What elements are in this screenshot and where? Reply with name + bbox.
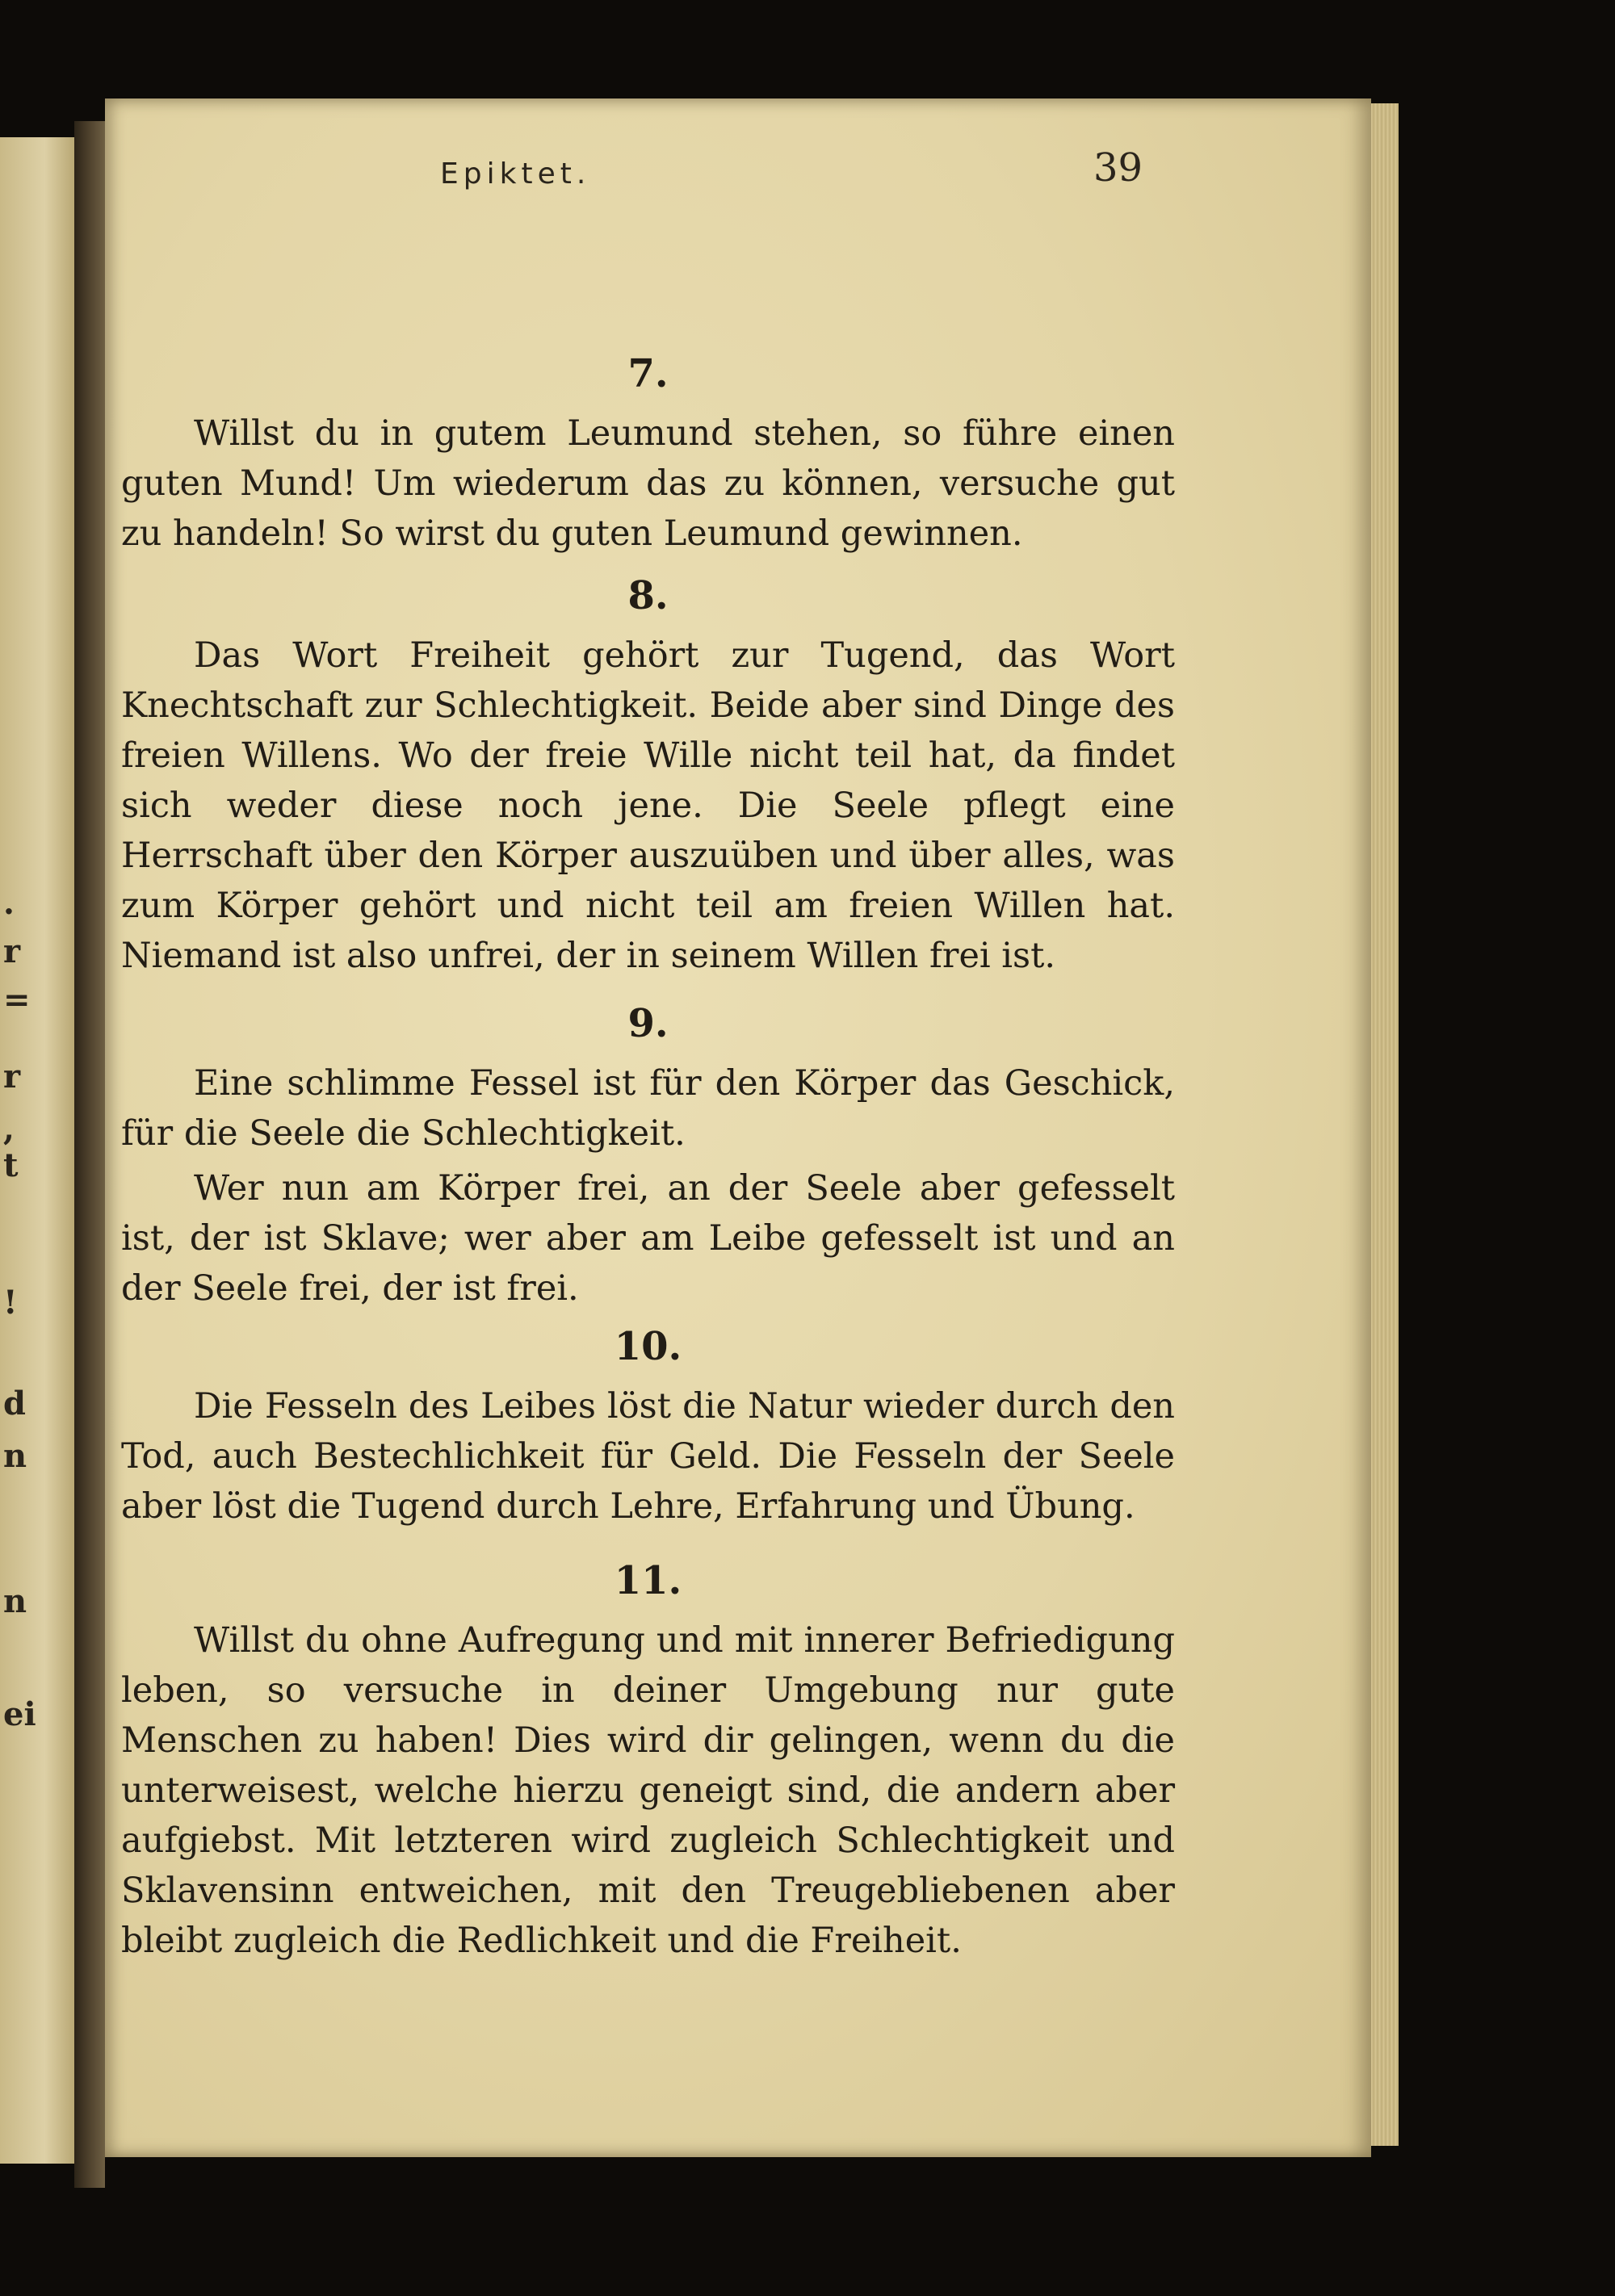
left-page-fragment: , xyxy=(3,1110,15,1148)
section-number: 7. xyxy=(627,351,669,396)
section-number: 10. xyxy=(614,1324,682,1369)
section-number: 11. xyxy=(614,1558,682,1603)
paragraph: Willst du ohne Aufregung und mit innerer Befriedigung leben, so versuche in deiner Umgebung nur gute Menschen zu haben! Dies wird dir gelingen, wenn du die unterweisest, welche hierzu geneigt sind, die andern aber aufgiebst. Mit letzteren wird zugleich Schlechtigkeit und Sklavensinn entweichen, mit den Treugebliebenen aber bleibt zugleich die Redlichkeit und die Freiheit. xyxy=(121,1620,1175,1961)
left-page-fragment: . xyxy=(3,884,15,922)
section-number: 8. xyxy=(627,573,669,618)
left-page-fragment: ! xyxy=(3,1284,18,1322)
left-page-fragment: t xyxy=(3,1146,19,1184)
section-9 xyxy=(121,997,1175,1313)
paragraph: Die Fesseln des Leibes löst die Natur wieder durch den Tod, auch Bestechlichkeit für Geld. Die Fesseln der Seele aber löst die Tugend durch Lehre, Erfahrung und Übung. xyxy=(121,1386,1175,1527)
left-page-fragment: n xyxy=(3,1437,27,1475)
left-page-fragment: r xyxy=(3,1058,21,1096)
section-8 xyxy=(121,569,1175,981)
left-page-fragment: d xyxy=(3,1385,26,1422)
paragraph: Willst du in gutem Leumund stehen, so führe einen guten Mund! Um wiederum das zu können, versuche gut zu handeln! So wirst du guten Leumund gewinnen. xyxy=(121,413,1175,554)
left-page-fragment: r xyxy=(3,932,21,970)
left-page-edge xyxy=(0,137,74,2164)
page-stack-edge xyxy=(1371,103,1399,2146)
paragraph: Das Wort Freiheit gehört zur Tugend, das Wort Knechtschaft zur Schlechtigkeit. Beide aber sind Dinge des freien Willens. Wo der freie Wille nicht teil hat, da findet sich weder diese noch jene. Die Seele pflegt eine Herrschaft über den Körper auszuüben und über alles, was zum Körper gehört und nicht teil am freien Willen hat. Niemand ist also unfrei, der in seinem Willen frei ist. xyxy=(121,635,1175,976)
book-gutter xyxy=(74,121,105,2188)
section-number: 9. xyxy=(627,1001,669,1046)
section-11 xyxy=(121,1554,1175,1966)
running-head: Epiktet. xyxy=(440,157,591,191)
section-7 xyxy=(121,347,1175,559)
left-page-fragment: ei xyxy=(3,1695,36,1733)
paragraph: Wer nun am Körper frei, an der Seele aber gefesselt ist, der ist Sklave; wer aber am Leibe gefesselt ist und an der Seele frei, der ist frei. xyxy=(121,1168,1175,1309)
section-10 xyxy=(121,1320,1175,1531)
left-page-fragment: = xyxy=(3,981,31,1019)
page-number: 39 xyxy=(1093,145,1143,191)
paragraph: Eine schlimme Fessel ist für den Körper das Geschick, für die Seele die Schlechtigkeit. xyxy=(121,1063,1175,1154)
left-page-fragment: n xyxy=(3,1582,27,1620)
